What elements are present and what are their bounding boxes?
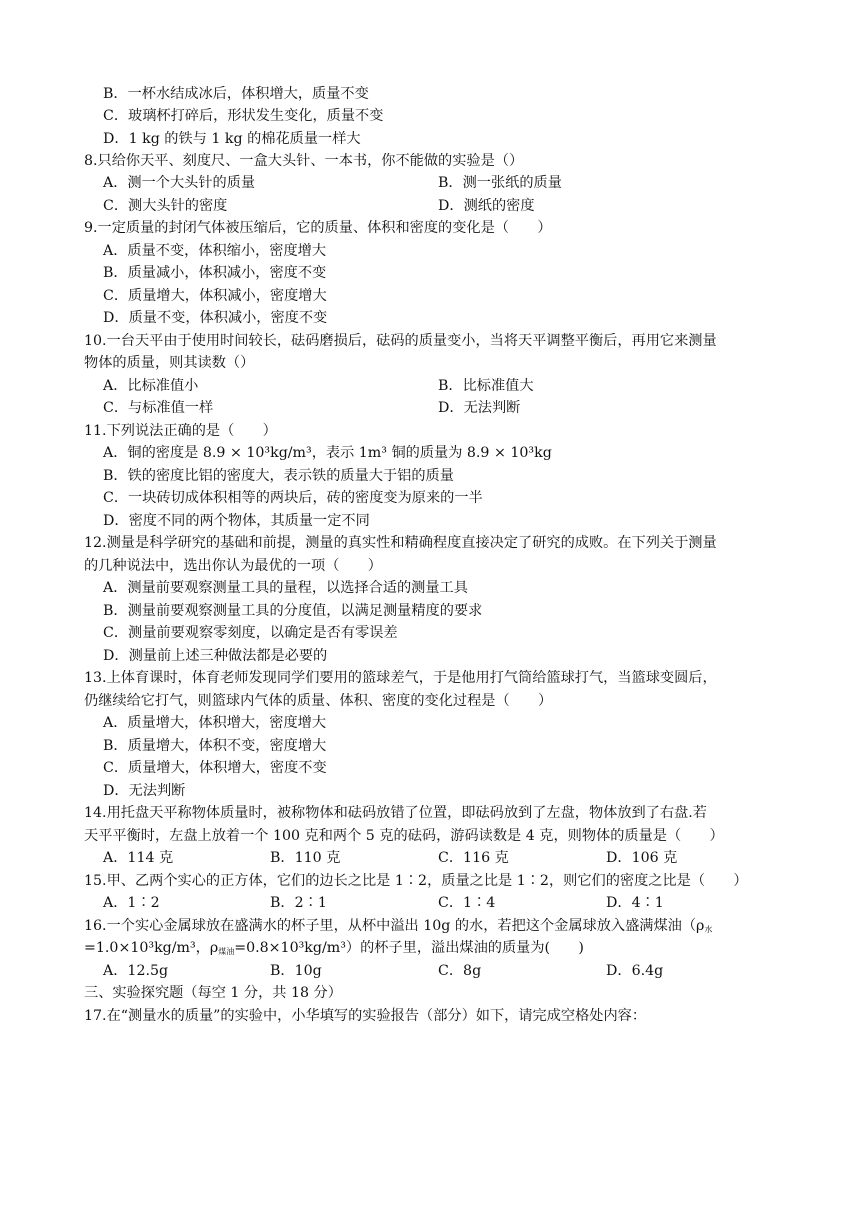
- question-11-option-b: B．铁的密度比铝的密度大，表示铁的质量大于铝的质量: [103, 468, 454, 484]
- question-8-option-d: D．测纸的密度: [438, 198, 535, 214]
- question-13-stem-line2: 仍继续给它打气，则篮球内气体的质量、体积、密度的变化过程是（ ）: [84, 693, 553, 709]
- question-15-option-d: D．4∶1: [606, 895, 664, 911]
- question-16-stem-text1: 16.一个实心金属球放在盛满水的杯子里，从杯中溢出 10g 的水，若把这个金属球放入盛满煤油（ρ: [84, 918, 705, 934]
- question-11-option-a: A．铜的密度是 8.9 × 10³kg/m³，表示 1m³ 铜的质量为 8.9 × 10³kg: [103, 445, 552, 461]
- question-10-option-b: B．比标准值大: [438, 378, 534, 394]
- question-12-option-d: D．测量前上述三种做法都是必要的: [103, 648, 328, 664]
- question-16-option-d: D．6.4g: [606, 963, 664, 979]
- question-12-stem-line1: 12.测量是科学研究的基础和前提，测量的真实性和精确程度直接决定了研究的成败。在下列关于测量: [84, 535, 717, 551]
- question-9-option-c: C．质量增大，体积减小，密度增大: [103, 288, 327, 304]
- question-14-option-c: C．116 克: [438, 850, 509, 866]
- question-15-option-b: B．2∶1: [270, 895, 327, 911]
- question-11-option-d: D．密度不同的两个物体，其质量一定不同: [103, 513, 370, 529]
- question-16-stem-text2b: =0.8×10³kg/m³）的杯子里，溢出煤油的质量为( ): [234, 940, 584, 956]
- question-16-option-a: A．12.5g: [103, 963, 169, 979]
- question-13-stem-line1: 13.上体育课时，体育老师发现同学们要用的篮球差气，于是他用打气筒给篮球打气，当篮球变圆后，: [84, 670, 717, 686]
- question-16-stem-text2a: =1.0×10³kg/m³，ρ: [84, 940, 219, 956]
- question-8-stem: 8.只给你天平、刻度尺、一盒大头针、一本书，你不能做的实验是（）: [84, 153, 524, 169]
- question-9-option-a: A．质量不变，体积缩小，密度增大: [103, 243, 327, 259]
- question-16-stem-line1: [84, 916, 712, 940]
- option-b: B．一杯水结成冰后，体积增大，质量不变: [103, 86, 369, 102]
- question-13-option-c: C．质量增大，体积增大，密度不变: [103, 760, 327, 776]
- question-15-option-a: A．1∶2: [103, 895, 160, 911]
- question-14-option-d: D．106 克: [606, 850, 678, 866]
- question-13-option-d: D．无法判断: [103, 783, 186, 799]
- section-3-heading: 三、实验探究题（每空 1 分，共 18 分）: [84, 985, 342, 1001]
- question-12-option-c: C．测量前要观察零刻度，以确定是否有零误差: [103, 625, 398, 641]
- question-10-stem-line2: 物体的质量，则其读数（）: [84, 355, 255, 371]
- question-8-option-a: A．测一个大头针的质量: [103, 175, 256, 191]
- question-10-option-c: C．与标准值一样: [103, 400, 214, 416]
- question-13-option-b: B．质量增大，体积不变，密度增大: [103, 738, 327, 754]
- question-15-stem: 15.甲、乙两个实心的正方体，它们的边长之比是 1∶2，质量之比是 1∶2，则它们的密度之比是（ ）: [84, 873, 748, 889]
- question-16-option-b: B．10g: [270, 963, 322, 979]
- question-16-stem-line2: [84, 938, 584, 962]
- question-9-option-b: B．质量减小，体积减小，密度不变: [103, 265, 327, 281]
- question-14-option-b: B．110 克: [270, 850, 341, 866]
- question-12-option-a: A．测量前要观察测量工具的量程，以选择合适的测量工具: [103, 580, 468, 596]
- question-9-stem: 9.一定质量的封闭气体被压缩后，它的质量、体积和密度的变化是（ ）: [84, 220, 552, 236]
- question-15-option-c: C．1∶4: [438, 895, 496, 911]
- rho-oil-subscript: 煤油: [218, 947, 235, 956]
- question-14-stem-line1: 14.用托盘天平称物体质量时，被称物体和砝码放错了位置，即砝码放到了左盘，物体放到了右盘.若: [84, 805, 707, 821]
- option-d: D．1 kg 的铁与 1 kg 的棉花质量一样大: [103, 131, 361, 147]
- question-10-option-d: D．无法判断: [438, 400, 521, 416]
- question-17-stem: 17.在“测量水的质量”的实验中，小华填写的实验报告（部分）如下，请完成空格处内容：: [84, 1008, 647, 1024]
- question-10-stem-line1: 10.一台天平由于使用时间较长，砝码磨损后，砝码的质量变小，当将天平调整平衡后，再用它来测量: [84, 333, 717, 349]
- question-16-option-c: C．8g: [438, 963, 482, 979]
- question-12-stem-line2: 的几种说法中，选出你认为最优的一项（ ）: [84, 558, 382, 574]
- question-10-option-a: A．比标准值小: [103, 378, 199, 394]
- question-11-option-c: C．一块砖切成体积相等的两块后，砖的密度变为原来的一半: [103, 490, 483, 506]
- question-12-option-b: B．测量前要观察测量工具的分度值，以满足测量精度的要求: [103, 603, 483, 619]
- rho-water-subscript: 水: [704, 925, 713, 934]
- question-14-stem-line2: 天平平衡时，左盘上放着一个 100 克和两个 5 克的砝码，游码读数是 4 克，则物体的质量是（ ）: [84, 828, 724, 844]
- question-14-option-a: A．114 克: [103, 850, 174, 866]
- question-11-stem: 11.下列说法正确的是（ ）: [84, 423, 277, 439]
- question-8-option-b: B．测一张纸的质量: [438, 175, 562, 191]
- question-8-option-c: C．测大头针的密度: [103, 198, 228, 214]
- question-13-option-a: A．质量增大，体积增大，密度增大: [103, 715, 327, 731]
- option-c: C．玻璃杯打碎后，形状发生变化，质量不变: [103, 108, 384, 124]
- question-9-option-d: D．质量不变，体积减小，密度不变: [103, 310, 328, 326]
